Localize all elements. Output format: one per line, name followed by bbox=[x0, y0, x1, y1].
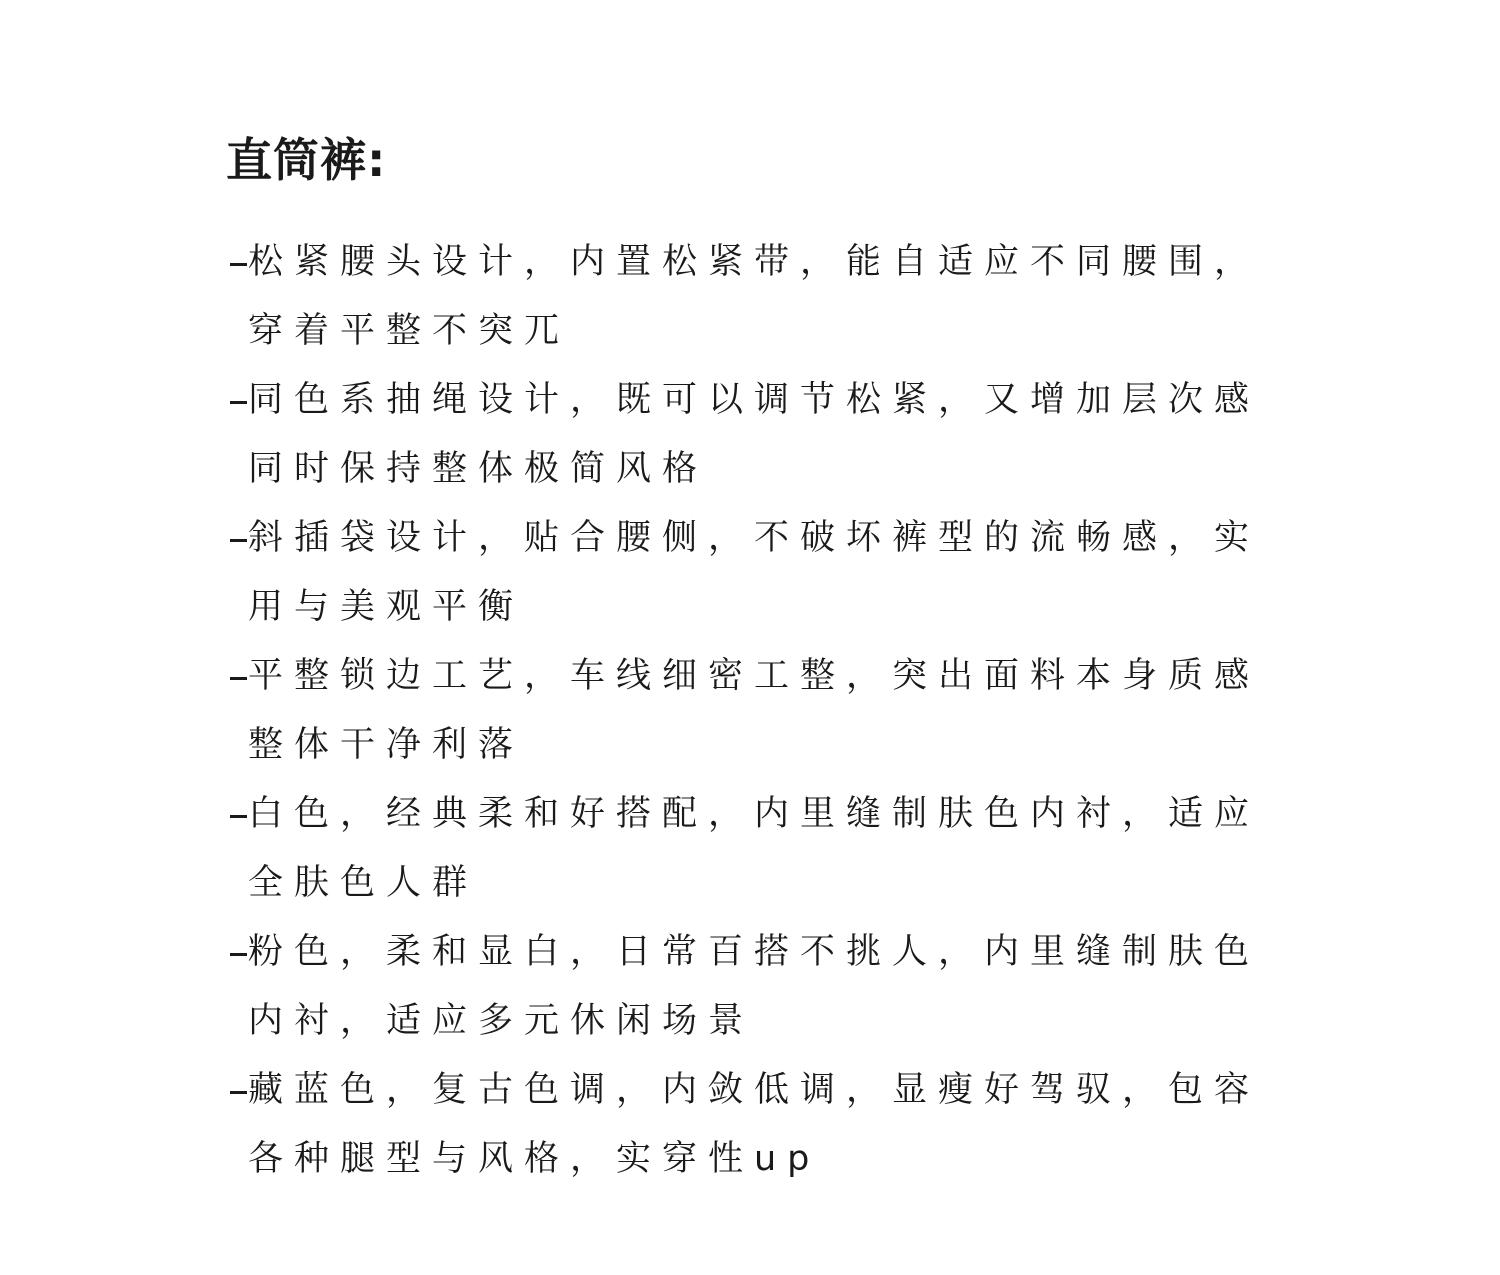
feature-item-pink-color bbox=[226, 918, 1286, 1056]
dash-bullet-icon bbox=[230, 1091, 247, 1094]
dash-bullet-icon bbox=[230, 953, 247, 956]
feature-item-stitching bbox=[226, 642, 1286, 780]
feature-text: 松紧腰头设计，内置松紧带，能自适应不同腰围，穿着平整不突兀 bbox=[248, 242, 1261, 351]
feature-text: 平整锁边工艺，车线细密工整，突出面料本身质感整体干净利落 bbox=[248, 656, 1261, 765]
dash-bullet-icon bbox=[230, 539, 247, 542]
dash-bullet-icon bbox=[230, 677, 247, 680]
feature-item-pockets bbox=[226, 504, 1286, 642]
feature-item-drawstring bbox=[226, 366, 1286, 504]
dash-bullet-icon bbox=[230, 401, 247, 404]
feature-text: 同色系抽绳设计，既可以调节松紧，又增加层次感同时保持整体极简风格 bbox=[248, 380, 1261, 489]
feature-item-white-color bbox=[226, 780, 1286, 918]
feature-text: 斜插袋设计，贴合腰侧，不破坏裤型的流畅感，实用与美观平衡 bbox=[248, 518, 1261, 627]
feature-item-waistband bbox=[226, 228, 1286, 366]
feature-text: 藏蓝色，复古色调，内敛低调，显瘦好驾驭，包容各种腿型与风格，实穿性up bbox=[248, 1070, 1261, 1179]
feature-text: 粉色，柔和显白，日常百搭不挑人，内里缝制肤色内衬，适应多元休闲场景 bbox=[248, 932, 1261, 1041]
feature-text: 白色，经典柔和好搭配，内里缝制肤色内衬，适应全肤色人群 bbox=[248, 794, 1261, 903]
product-description bbox=[226, 128, 1286, 1194]
feature-item-navy-color bbox=[226, 1056, 1286, 1194]
section-heading: 直筒裤: bbox=[226, 133, 387, 187]
dash-bullet-icon bbox=[230, 815, 247, 818]
dash-bullet-icon bbox=[230, 263, 247, 266]
